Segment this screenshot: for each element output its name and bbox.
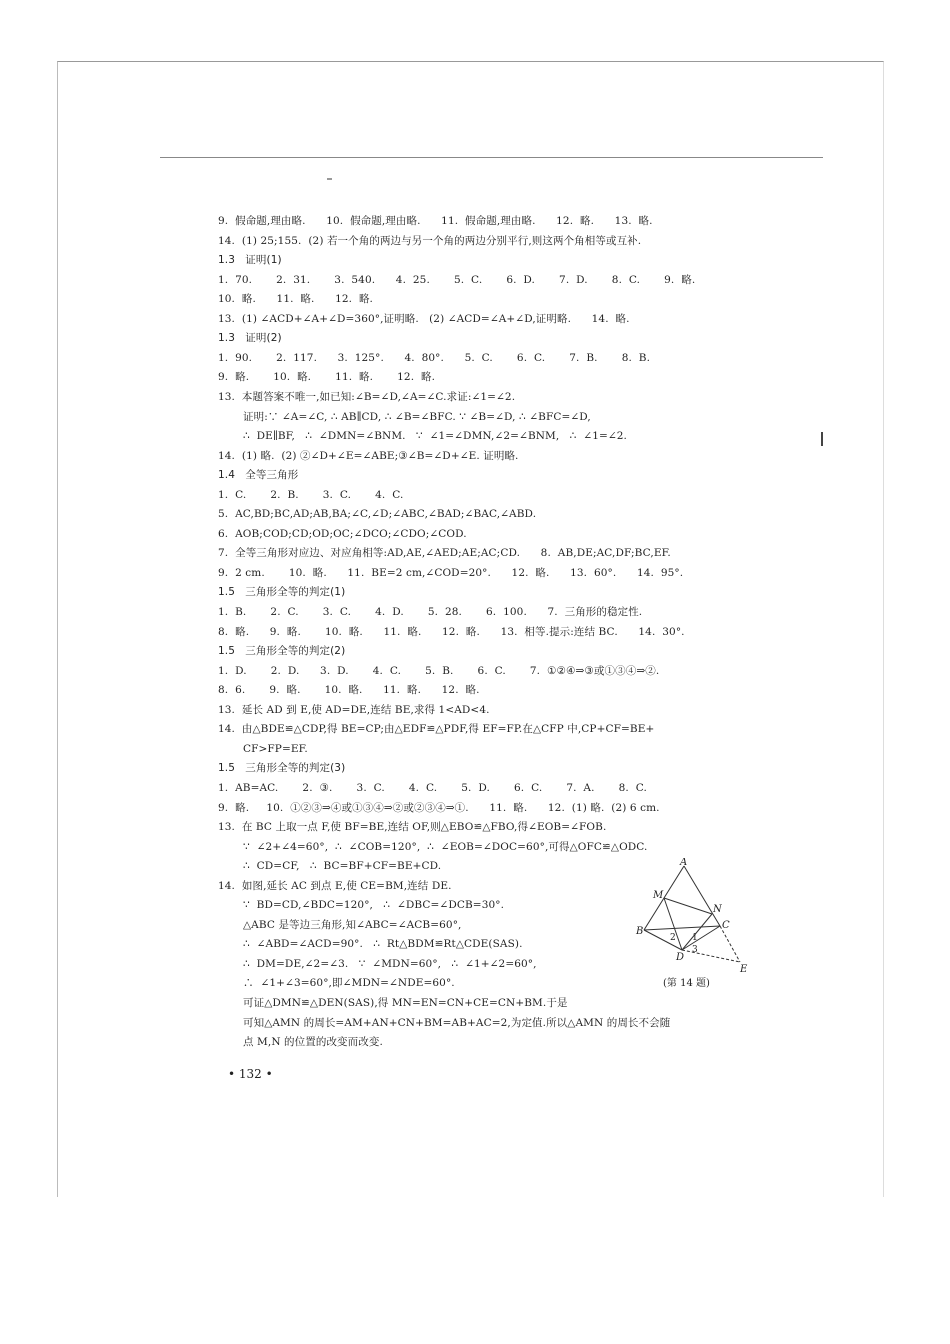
angle-1-label: 1 [692,933,698,943]
answer-line: ∴ DE∥BF, ∴ ∠DMN=∠BNM. ∵ ∠1=∠DMN,∠2=∠BNM, ∴ ∠1=∠2. [243,430,627,443]
answer-line: 14. 如图,延长 AC 到点 E,使 CE=BM,连结 DE. [218,879,452,892]
segment-bc [644,926,720,930]
answer-line: 1. C. 2. B. 3. C. 4. C. [218,488,404,501]
answer-line: 13. 本题答案不唯一,如已知:∠B=∠D,∠A=∠C.求证:∠1=∠2. [218,390,516,403]
section-heading: 1.3 证明(2) [218,332,282,345]
answer-line: 9. 略. 10. ①②③⇒④或①③④⇒②或②③④⇒①. 11. 略. 12. (1) 略. (2) 6 cm. [218,801,660,814]
answer-line: 9. 假命题,理由略. 10. 假命题,理由略. 11. 假命题,理由略. 12. 略. 13. 略. [218,215,653,227]
segment-ce [720,926,740,962]
answer-line: 14. (1) 略. (2) ②∠D+∠E=∠ABE;③∠B=∠D+∠E. 证明略. [218,449,519,462]
answer-line: 点 M,N 的位置的改变而改变. [243,1036,383,1049]
segment-ac [684,866,720,926]
answer-line: 8. 略. 9. 略. 10. 略. 11. 略. 12. 略. 13. 相等.提示:连结 BC. 14. 30°. [218,625,685,638]
answer-line: 1. D. 2. D. 3. D. 4. C. 5. B. 6. C. 7. ①②④⇒③或①③④⇒②. [218,664,660,677]
answer-line: ∴ ∠1+∠3=60°,即∠MDN=∠NDE=60°. [243,977,455,990]
answer-line: CF>FP=EF. [243,742,308,755]
triangle-figure [634,858,752,978]
label-d: D [676,952,685,963]
label-n: N [713,904,722,915]
answer-line: 14. 由△BDE≌△CDP,得 BE=CP;由△EDF≌△PDF,得 EF=FP.在△CFP 中,CP+CF=BE+ [218,723,655,736]
answer-line: ∵ BD=CD,∠BDC=120°, ∴ ∠DBC=∠DCB=30°. [243,899,505,912]
answer-line: 8. 6. 9. 略. 10. 略. 11. 略. 12. 略. [218,684,480,697]
label-b: B [636,926,644,937]
answer-line: ∴ ∠ABD=∠ACD=90°. ∴ Rt△BDM≌Rt△CDE(SAS). [243,938,523,951]
answer-line: 1. 70. 2. 31. 3. 540. 4. 25. 5. C. 6. D. 7. D. 8. C. 9. 略. [218,273,696,286]
answer-line: 13. (1) ∠ACD+∠A+∠D=360°,证明略. (2) ∠ACD=∠A+∠D,证明略. 14. 略. [218,312,630,325]
answer-line: 1. AB=AC. 2. ③. 3. C. 4. C. 5. D. 6. C. 7. A. 8. C. [218,781,647,794]
answer-line: △ABC 是等边三角形,知∠ABC=∠ACB=60°, [243,918,462,931]
section-heading: 1.5 三角形全等的判定(3) [218,762,346,775]
segment-cd [682,926,720,950]
label-a: A [680,858,688,868]
answer-line: 可知△AMN 的周长=AM+AN+CN+BM=AB+AC=2,为定值.所以△AMN 的周长不会随 [243,1016,671,1029]
answer-line: 1. B. 2. C. 3. C. 4. D. 5. 28. 6. 100. 7. 三角形的稳定性. [218,606,643,618]
answer-line: 可证△DMN≌△DEN(SAS),得 MN=EN=CN+CE=CN+BM.于是 [243,997,568,1009]
label-c: C [722,920,730,931]
answer-line: 13. 延长 AD 到 E,使 AD=DE,连结 BE,求得 1<AD<4. [218,703,490,716]
answer-line: ∴ DM=DE,∠2=∠3. ∵ ∠MDN=60°, ∴ ∠1+∠2=60°, [243,957,537,970]
page-number: • 132 • [228,1067,273,1081]
label-e: E [740,964,748,975]
answer-line: 6. AOB;COD;CD;OD;OC;∠DCO;∠CDO;∠COD. [218,527,467,540]
figure-caption: (第 14 题) [663,978,710,989]
segment-de [682,950,740,962]
section-heading: 1.5 三角形全等的判定(2) [218,645,346,658]
section-heading: 1.4 全等三角形 [218,469,299,482]
answer-line: 7. 全等三角形对应边、对应角相等:AD,AE,∠AED;AE;AC;CD. 8. AB,DE;AC,DF;BC,EF. [218,547,671,560]
answer-line: 9. 2 cm. 10. 略. 11. BE=2 cm,∠COD=20°. 12. 略. 13. 60°. 14. 95°. [218,566,684,579]
section-heading: 1.3 证明(1) [218,254,282,267]
angle-2-label: 2 [670,933,676,943]
answer-line: 13. 在 BC 上取一点 F,使 BF=BE,连结 OF,则△EBO≌△FBO,得∠EOB=∠FOB. [218,821,607,834]
answer-line: 10. 略. 11. 略. 12. 略. [218,293,373,306]
answer-line: 9. 略. 10. 略. 11. 略. 12. 略. [218,371,436,384]
label-m: M [653,890,664,901]
answer-line: 14. (1) 25;155. (2) 若一个角的两边与另一个角的两边分别平行,则这两个角相等或互补. [218,234,642,247]
answer-line: ∵ ∠2+∠4=60°, ∴ ∠COB=120°, ∴ ∠EOB=∠DOC=60°,可得△OFC≌△ODC. [243,840,648,853]
answer-line: ∴ CD=CF, ∴ BC=BF+CF=BE+CD. [243,860,442,873]
angle-3-label: 3 [692,945,698,955]
answer-line: 证明:∵ ∠A=∠C, ∴ AB∥CD, ∴ ∠B=∠BFC. ∵ ∠B=∠D, ∴ ∠BFC=∠D, [243,410,591,423]
answer-line: 1. 90. 2. 117. 3. 125°. 4. 80°. 5. C. 6. C. 7. B. 8. B. [218,351,651,364]
answer-line: 5. AC,BD;BC,AD;AB,BA;∠C,∠D;∠ABC,∠BAD;∠BAC,∠ABD. [218,508,537,521]
section-heading: 1.5 三角形全等的判定(1) [218,586,346,599]
